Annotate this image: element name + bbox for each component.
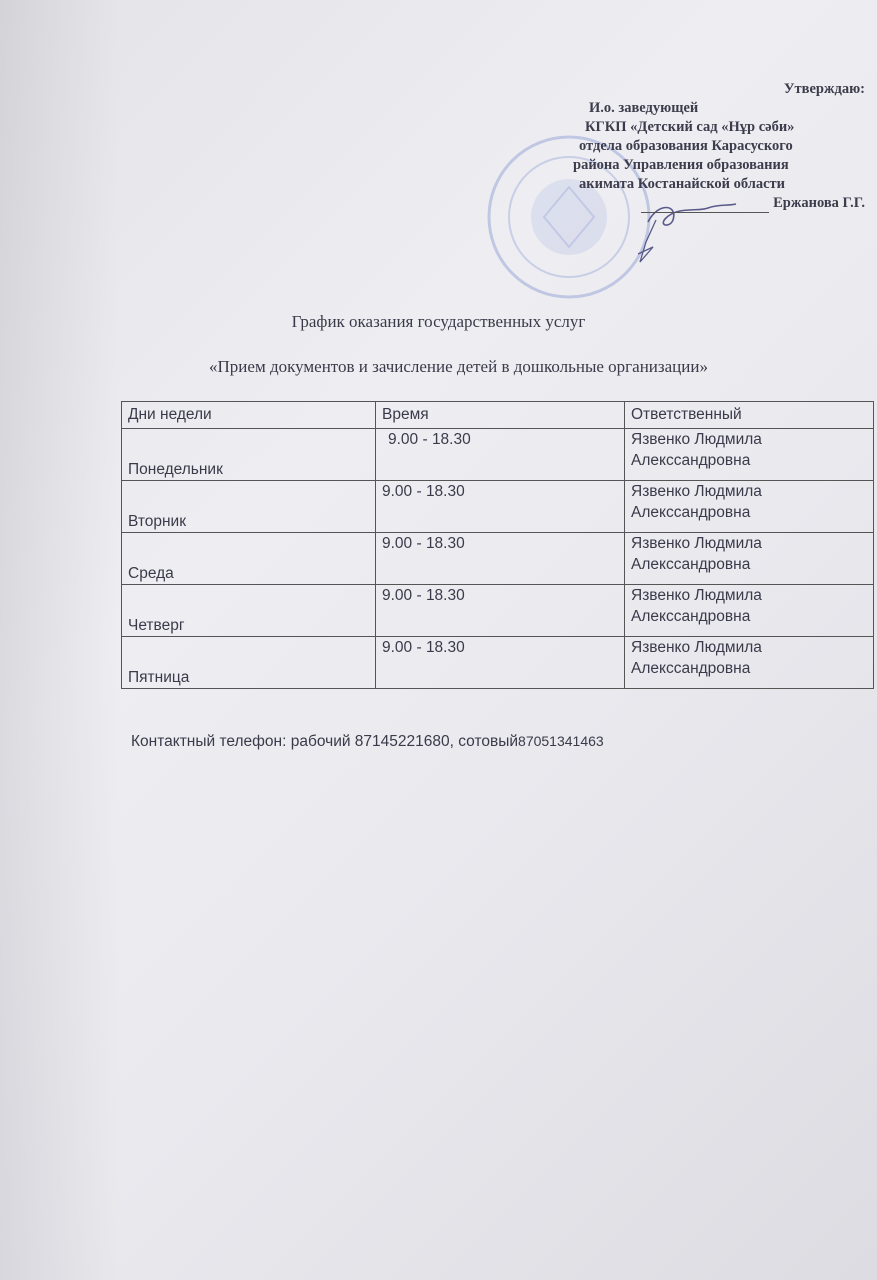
day-cell: Пятница <box>122 637 376 689</box>
time-cell <box>376 481 625 533</box>
approval-line: акимата Костанайской области <box>579 176 786 192</box>
approval-block <box>565 80 865 213</box>
document-title: График оказания государственных услуг <box>291 312 586 331</box>
table-row <box>122 429 874 481</box>
responsible-cell <box>625 533 874 585</box>
responsible-patronymic: Алекссандровна <box>631 556 751 573</box>
contact-mobile: 87051341463 <box>518 733 604 749</box>
time-value: 9.00 - 18.30 <box>382 483 465 500</box>
responsible-name: Язвенко Людмила <box>631 587 762 604</box>
table-row <box>122 637 874 689</box>
time-value: 9.00 - 18.30 <box>382 639 465 656</box>
day-cell: Вторник <box>122 481 376 533</box>
header-days: Дни недели <box>122 402 376 429</box>
responsible-cell <box>625 481 874 533</box>
approval-line: отдела образования Карасуского <box>579 138 793 154</box>
responsible-name: Язвенко Людмила <box>631 639 762 656</box>
responsible-patronymic: Алекссандровна <box>631 660 751 677</box>
time-cell <box>376 585 625 637</box>
table-row <box>122 481 874 533</box>
approval-line: И.о. заведующей <box>589 100 699 116</box>
contact-phone <box>131 733 604 751</box>
contact-label: Контактный телефон: рабочий 87145221680, сотовый <box>131 733 519 750</box>
table-row <box>122 585 874 637</box>
table-header-row <box>122 402 874 429</box>
page-shadow <box>0 0 120 1280</box>
signature-underline <box>641 212 769 213</box>
responsible-name: Язвенко Людмила <box>631 431 762 448</box>
header-time: Время <box>376 402 625 429</box>
responsible-patronymic: Алекссандровна <box>631 608 751 625</box>
responsible-cell <box>625 637 874 689</box>
approval-line: КГКП «Детский сад «Нұр сәби» <box>585 119 795 135</box>
day-cell: Понедельник <box>122 429 376 481</box>
time-cell <box>376 429 625 481</box>
responsible-patronymic: Алекссандровна <box>631 504 751 521</box>
responsible-cell <box>625 429 874 481</box>
approval-heading: Утверждаю: <box>783 81 865 97</box>
responsible-name: Язвенко Людмила <box>631 535 762 552</box>
time-value: 9.00 - 18.30 <box>388 431 471 448</box>
responsible-cell <box>625 585 874 637</box>
schedule-table <box>121 401 874 689</box>
time-cell <box>376 637 625 689</box>
signature-line <box>565 194 865 213</box>
header-responsible: Ответственный <box>625 402 874 429</box>
document-subtitle: «Прием документов и зачисление детей в дошкольные организации» <box>209 357 708 376</box>
time-cell <box>376 533 625 585</box>
responsible-name: Язвенко Людмила <box>631 483 762 500</box>
signatory-name: Ержанова Г.Г. <box>773 195 865 211</box>
time-value: 9.00 - 18.30 <box>382 535 465 552</box>
day-cell: Среда <box>122 533 376 585</box>
time-value: 9.00 - 18.30 <box>382 587 465 604</box>
approval-line: района Управления образования <box>573 157 789 173</box>
table-row <box>122 533 874 585</box>
responsible-patronymic: Алекссандровна <box>631 452 751 469</box>
day-cell: Четверг <box>122 585 376 637</box>
